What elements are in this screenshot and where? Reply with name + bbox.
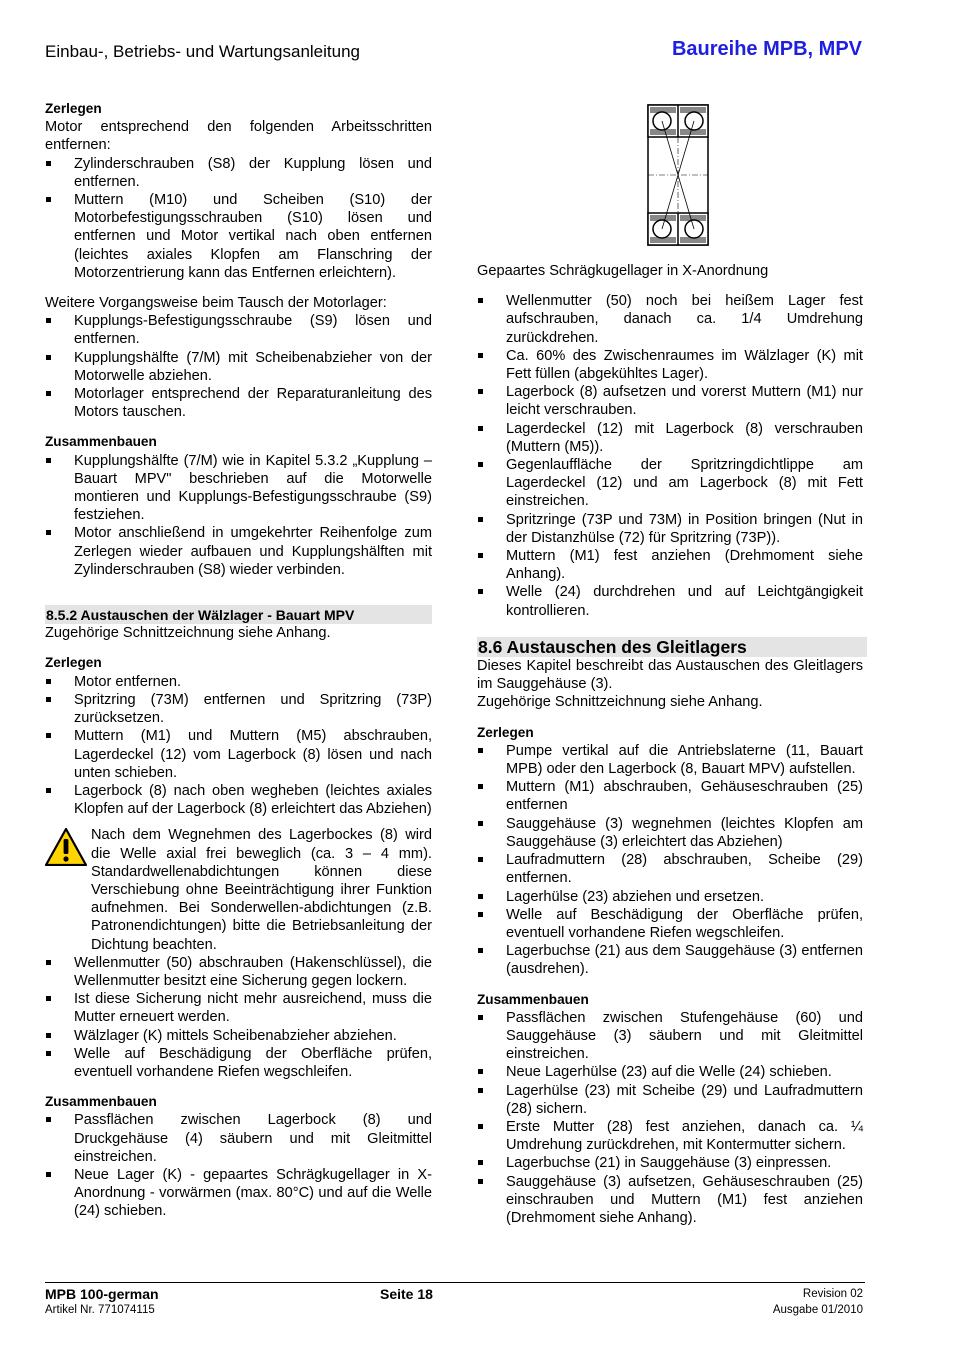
list-item: Passflächen zwischen Lagerbock (8) und Druckgehäuse (4) säubern und mit Gleitmittel einstreichen. [45, 1111, 432, 1166]
list-item: Gegenlauffläche der Spritzringdichtlippe am Lagerdeckel (12) und am Lagerbock (8) mit Fett einstreichen. [477, 456, 863, 511]
list-item: Lagerbuchse (21) aus dem Sauggehäuse (3) entfernen (ausdrehen). [477, 942, 863, 978]
right-column [477, 104, 863, 1227]
bullet-list [45, 452, 432, 579]
bullet-list [45, 954, 432, 1081]
left-column [45, 100, 432, 1221]
list-item: Muttern (M1) fest anziehen (Drehmoment siehe Anhang). [477, 547, 863, 583]
list-item: Zylinderschrauben (S8) der Kupplung lösen und entfernen. [45, 155, 432, 191]
paragraph: Zugehörige Schnittzeichnung siehe Anhang. [477, 694, 763, 711]
list-item: Erste Mutter (28) fest anziehen, danach ca. ¼ Umdrehung zurückdrehen, mit Kontermutter sichern. [477, 1118, 863, 1154]
bullet-list [45, 312, 432, 421]
list-item: Pumpe vertikal auf die Antriebslaterne (11, Bauart MPB) oder den Lagerbock (8, Bauart MPV) aufstellen. [477, 742, 863, 778]
list-item: Ca. 60% des Zwischenraumes im Wälzlager (K) mit Fett füllen (abgekühltes Lager). [477, 347, 863, 383]
list-item: Motor anschließend in umgekehrter Reihenfolge zum Zerlegen wieder aufbauen und Kupplungshälften mit Zylinderschrauben (S8) wieder verbinden. [45, 524, 432, 579]
list-item: Sauggehäuse (3) aufsetzen, Gehäuseschrauben (25) einschrauben und Muttern (M1) fest anziehen (Drehmoment siehe Anhang). [477, 1173, 863, 1228]
list-item: Motor entfernen. [45, 673, 432, 691]
subheading-zusammenbauen: Zusammenbauen [45, 1094, 157, 1110]
header-title: Einbau-, Betriebs- und Wartungsanleitung [45, 42, 360, 61]
list-item: Kupplungs-Befestigungsschraube (S9) lösen und entfernen. [45, 312, 432, 348]
warning-triangle-icon [45, 828, 87, 866]
list-item: Wellenmutter (50) noch bei heißem Lager fest aufschrauben, danach ca. 1/4 Umdrehung zurückdrehen. [477, 292, 863, 347]
list-item: Lagerbock (8) nach oben wegheben (leichtes axiales Klopfen auf der Lagerbock (8) erleichtert das Abziehen) [45, 782, 432, 818]
bullet-list [477, 292, 863, 620]
warning-text: Nach dem Wegnehmen des Lagerbockes (8) wird die Welle axial frei beweglich (ca. 3 – 4 mm). Standardwellenabdichtungen können diese Verschiebung ohne Beeinträchtigung ihrer Funktion aufnehmen. Bei Sonderwellen-abdichtungen (z.B. Patronendichtungen) bitte die Betriebsanleitung der Dichtung beachten. [91, 827, 432, 953]
list-item: Welle auf Beschädigung der Oberfläche prüfen, eventuell vorhandene Riefen wegschleifen. [45, 1045, 432, 1081]
warning-note [45, 826, 432, 953]
list-item: Lagerhülse (23) mit Scheibe (29) und Laufradmuttern (28) sichern. [477, 1082, 863, 1118]
bullet-list [477, 742, 863, 979]
list-item: Kupplungshälfte (7/M) wie in Kapitel 5.3.2 „Kupplung – Bauart MPV" beschrieben auf die Motorwelle montieren und Kupplungs-Befestigungsschraube (S9) festziehen. [45, 452, 432, 525]
list-item: Lagerhülse (23) abziehen und ersetzen. [477, 888, 863, 906]
paragraph: Motor entsprechend den folgenden Arbeitsschritten entfernen: [45, 119, 432, 154]
section-heading-8-5-2: 8.5.2 Austauschen der Wälzlager - Bauart MPV [45, 605, 432, 624]
section-heading-8-6: 8.6 Austauschen des Gleitlagers [477, 637, 867, 657]
list-item: Lagerdeckel (12) mit Lagerbock (8) verschrauben (Muttern (M5)). [477, 420, 863, 456]
list-item: Spritzringe (73P und 73M) in Position bringen (Nut in der Distanzhülse (72) für Spritzring (73P)). [477, 511, 863, 547]
list-item: Lagerbock (8) aufsetzen und vorerst Muttern (M1) nur leicht verschrauben. [477, 383, 863, 419]
bullet-list [45, 1111, 432, 1220]
subheading-zerlegen: Zerlegen [45, 101, 102, 116]
series-title: Baureihe MPB, MPV [671, 38, 862, 60]
paragraph: Weitere Vorgangsweise beim Tausch der Motorlager: [45, 295, 387, 312]
paragraph: Zugehörige Schnittzeichnung siehe Anhang. [45, 625, 331, 642]
figure-caption: Gepaartes Schrägkugellager in X-Anordnung [477, 263, 769, 279]
list-item: Neue Lager (K) - gepaartes Schrägkugellager in X-Anordnung - vorwärmen (max. 80°C) und auf die Welle (24) schieben. [45, 1166, 432, 1221]
list-item: Muttern (M10) und Scheiben (S10) der Motorbefestigungsschrauben (S10) lösen und entfernen und Motor vertikal nach oben entfernen (leichtes axiales Klopfen am Flanschring der Motorzentrierung kann das Entfernen erleichtern). [45, 191, 432, 282]
bearing-figure [477, 104, 863, 262]
list-item: Ist diese Sicherung nicht mehr ausreichend, muss die Mutter erneuert werden. [45, 990, 432, 1026]
paragraph: Dieses Kapitel beschreibt das Austauschen des Gleitlagers im Sauggehäuse (3). [477, 658, 863, 693]
footer-divider [45, 1282, 865, 1283]
list-item: Wellenmutter (50) abschrauben (Hakenschlüssel), die Wellenmutter besitzt eine Sicherung gegen lockern. [45, 954, 432, 990]
list-item: Laufradmuttern (28) abschrauben, Scheibe (29) entfernen. [477, 851, 863, 887]
list-item: Welle (24) durchdrehen und auf Leichtgängigkeit kontrollieren. [477, 583, 863, 619]
list-item: Passflächen zwischen Stufengehäuse (60) und Sauggehäuse (3) säubern und mit Gleitmittel einstreichen. [477, 1009, 863, 1064]
subheading-zusammenbauen: Zusammenbauen [477, 991, 589, 1007]
list-item: Welle auf Beschädigung der Oberfläche prüfen, eventuell vorhandene Riefen wegschleifen. [477, 906, 863, 942]
list-item: Muttern (M1) abschrauben, Gehäuseschrauben (25) entfernen [477, 778, 863, 814]
list-item: Neue Lagerhülse (23) auf die Welle (24) schieben. [477, 1063, 863, 1081]
subheading-zerlegen: Zerlegen [477, 724, 534, 740]
footer-article-number: Artikel Nr. 771074115 [45, 1304, 155, 1316]
angular-contact-bearing-drawing [647, 104, 709, 246]
list-item: Spritzring (73M) entfernen und Spritzring (73P) zurücksetzen. [45, 691, 432, 727]
list-item: Kupplungshälfte (7/M) mit Scheibenabzieher von der Motorwelle abziehen. [45, 349, 432, 385]
list-item: Motorlager entsprechend der Reparaturanleitung des Motors tauschen. [45, 385, 432, 421]
bullet-list [477, 1009, 863, 1227]
list-item: Lagerbuchse (21) in Sauggehäuse (3) einpressen. [477, 1154, 863, 1172]
footer-page-number: Seite 18 [380, 1286, 433, 1302]
list-item: Wälzlager (K) mittels Scheibenabzieher abziehen. [45, 1027, 432, 1045]
list-item: Sauggehäuse (3) wegnehmen (leichtes Klopfen am Sauggehäuse (3) erleichtert das Abziehen) [477, 815, 863, 851]
footer-doc-name: MPB 100-german [45, 1286, 159, 1302]
footer-revision: Revision 02 [802, 1288, 863, 1300]
bullet-list [45, 673, 432, 819]
subheading-zerlegen: Zerlegen [45, 655, 102, 671]
footer-edition: Ausgabe 01/2010 [772, 1304, 863, 1316]
bullet-list [45, 155, 432, 282]
subheading-zusammenbauen: Zusammenbauen [45, 434, 157, 450]
list-item: Muttern (M1) und Muttern (M5) abschrauben, Lagerdeckel (12) vom Lagerbock (8) lösen und nach unten schieben. [45, 727, 432, 782]
